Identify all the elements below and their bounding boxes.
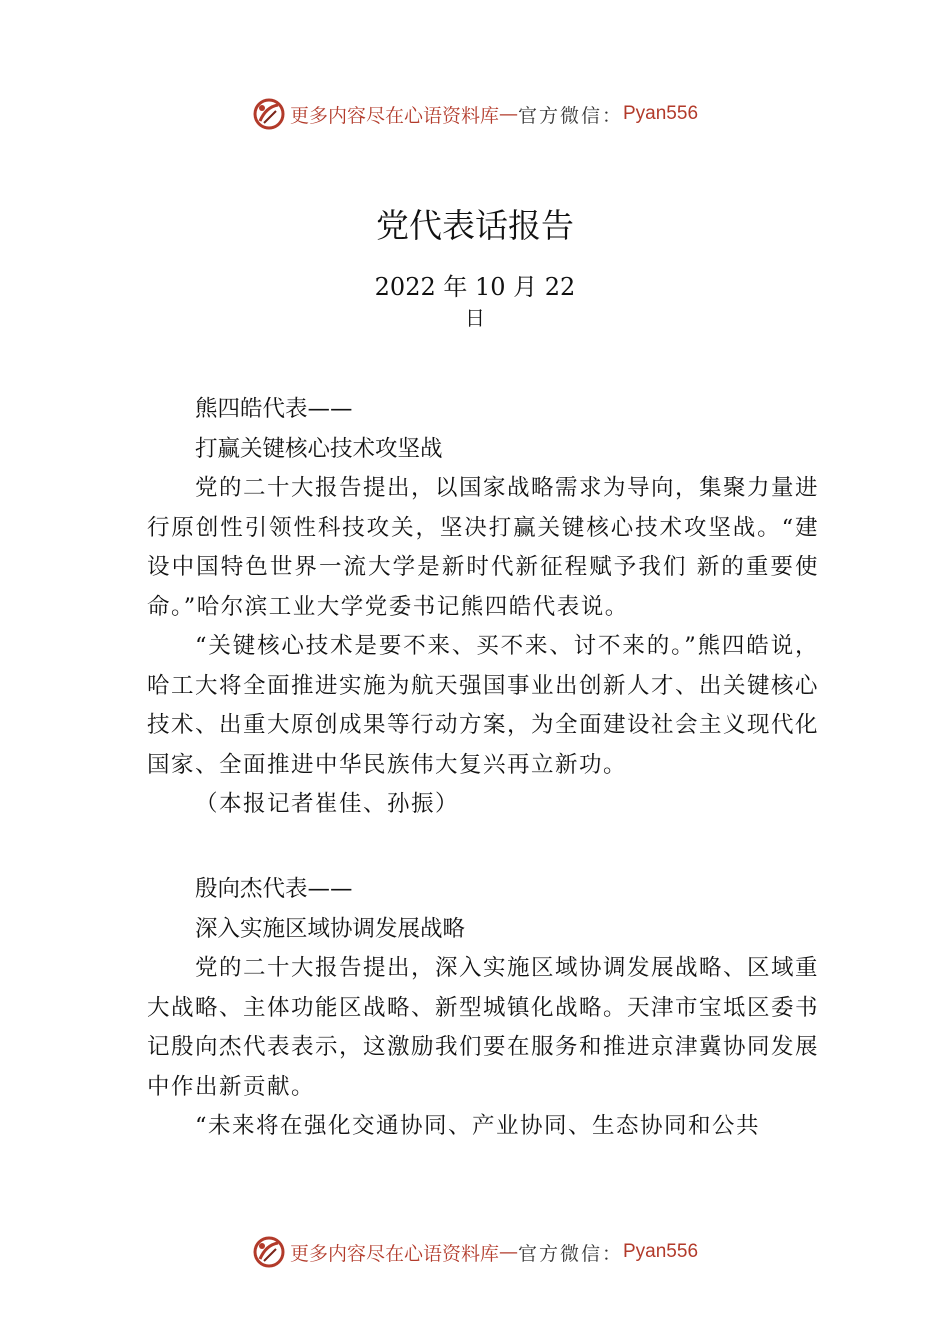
section-heading-name: 殷向杰代表——	[195, 876, 353, 902]
banner-wechat-label: 官方微信：	[517, 1242, 623, 1265]
document-title: 党代表话报告	[376, 206, 574, 245]
document-date-tail: 日	[465, 306, 485, 330]
reporter-credit: （本报记者崔佳、孙振）	[195, 791, 460, 817]
paragraph: 党的二十大报告提出，以国家战略需求为导向，集聚力量进行原创性引领性科技攻关，坚决打赢关键核心技术攻坚战。“建设中国特色世界一流大学是新时代新征程赋予我们 新的重要使命。”哈尔滨工业大学党委书记熊四皓代表说。	[147, 475, 820, 620]
article-section-2	[147, 869, 819, 1147]
document-date: 2022 年 10 月 22	[374, 273, 576, 301]
banner-brand: 更多内容尽在心语资料库	[289, 1242, 499, 1265]
header-banner	[0, 94, 950, 134]
paragraph: “未来将在强化交通协同、产业协同、生态协同和公共	[195, 1113, 761, 1139]
banner-wechat-label: 官方微信：	[517, 104, 623, 127]
banner-brand: 更多内容尽在心语资料库	[289, 104, 499, 127]
footer-banner	[0, 1232, 950, 1272]
banner-wechat-id: Pyan556	[623, 103, 699, 124]
banner-separator: —	[498, 1241, 518, 1263]
section-heading-topic: 打赢关键核心技术攻坚战	[195, 436, 443, 462]
brush-seal-logo-icon	[252, 97, 286, 131]
banner-separator: —	[498, 103, 518, 125]
section-heading-topic: 深入实施区域协调发展战略	[195, 916, 466, 942]
banner-wechat-id: Pyan556	[623, 1241, 699, 1262]
paragraph: 党的二十大报告提出，深入实施区域协调发展战略、区域重大战略、主体功能区战略、新型城镇化战略。天津市宝坻区委书记殷向杰代表表示，这激励我们要在服务和推进京津冀协同发展中作出新贡献。	[147, 955, 820, 1100]
article-section-1	[147, 389, 819, 825]
paragraph: “关键核心技术是要不来、买不来、讨不来的。”熊四皓说，哈工大将全面推进实施为航天强国事业出创新人才、出关键核心技术、出重大原创成果等行动方案，为全面建设社会主义现代化国家、全面推进中华民族伟大复兴再立新功。	[147, 633, 820, 778]
brush-seal-logo-icon	[252, 1235, 286, 1269]
section-heading-name: 熊四皓代表——	[195, 396, 353, 422]
